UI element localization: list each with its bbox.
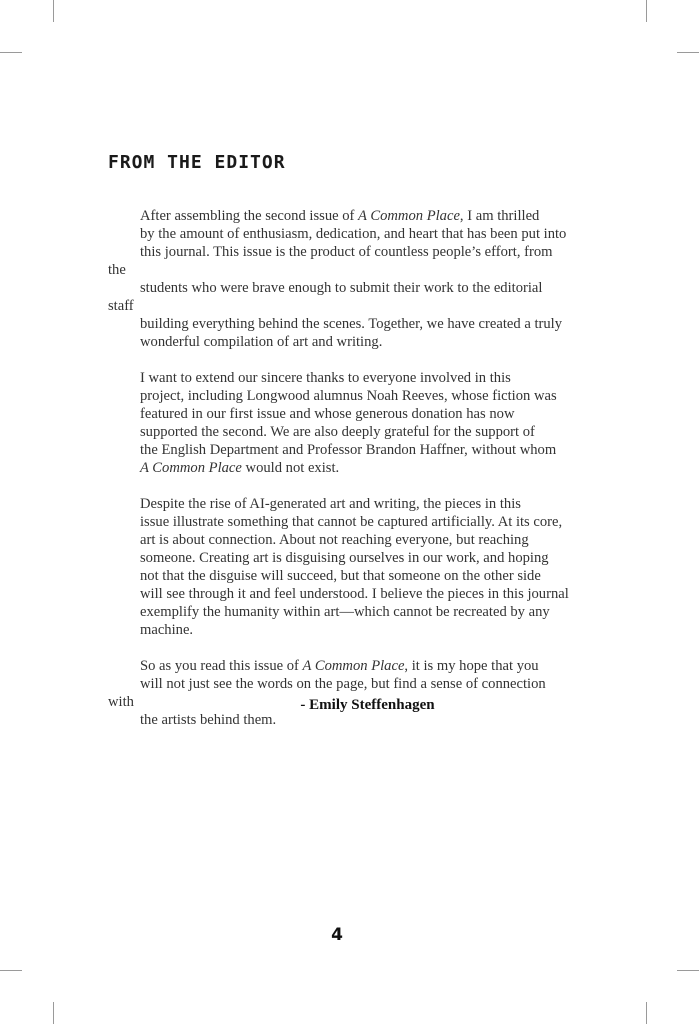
text-line: supported the second. We are also deeply grateful for the support of [140,424,535,440]
paragraph [108,207,570,351]
crop-mark-bottom-left-horizontal [0,970,22,971]
text-line: project, including Longwood alumnus Noah Reeves, whose fiction was [140,388,557,404]
page-heading: FROM THE EDITOR [108,152,286,173]
text-line: featured in our first issue and whose generous donation has now [140,406,515,422]
text-line: art is about connection. About not reaching everyone, but reaching [140,532,529,548]
text-line: After assembling the second issue of A Common Place, I am thrilled [140,208,540,224]
editor-letter-body [108,207,570,747]
page-number: 4 [331,925,343,945]
text-line: this journal. This issue is the product of countless people’s effort, from the [108,244,553,278]
text-line: issue illustrate something that cannot be captured artificially. At its core, [140,514,563,530]
crop-mark-bottom-left-vertical [53,1002,54,1024]
paragraph [108,495,570,639]
text-line: exemplify the humanity within art—which cannot be recreated by any [140,604,550,620]
text-line: by the amount of enthusiasm, dedication, and heart that has been put into [140,226,567,242]
crop-mark-bottom-right-horizontal [677,970,699,971]
text-line: building everything behind the scenes. Together, we have created a truly [140,316,563,332]
journal-title: A Common Place [302,658,405,674]
text-line: the artists behind them. [140,712,277,728]
paragraph [108,369,570,477]
crop-mark-top-left-vertical [53,0,54,22]
text-line: I want to extend our sincere thanks to everyone involved in this [140,370,511,386]
text-line: Despite the rise of AI-generated art and writing, the pieces in this [140,496,521,512]
crop-mark-bottom-right-vertical [646,1002,647,1024]
paragraph [108,657,570,729]
text-line: not that the disguise will succeed, but that someone on the other side [140,568,541,584]
crop-mark-top-right-vertical [646,0,647,22]
text-line: someone. Creating art is disguising ourselves in our work, and hoping [140,550,549,566]
text-line: A Common Place would not exist. [140,460,340,476]
journal-title: A Common Place [358,208,460,224]
text-line: students who were brave enough to submit their work to the editorial staff [108,280,543,314]
crop-mark-top-right-horizontal [677,52,699,53]
text-line: machine. [140,622,194,638]
crop-mark-top-left-horizontal [0,52,22,53]
editor-signature: - Emily Steffenhagen [300,697,435,713]
text-line: will not just see the words on the page, but find a sense of connection with [108,676,546,710]
text-line: will see through it and feel understood. I believe the pieces in this journal [140,586,569,602]
text-line: wonderful compilation of art and writing. [140,334,383,350]
text-line: So as you read this issue of A Common Place, it is my hope that you [140,658,539,674]
text-line: the English Department and Professor Brandon Haffner, without whom [140,442,557,458]
journal-title: A Common Place [140,460,242,476]
